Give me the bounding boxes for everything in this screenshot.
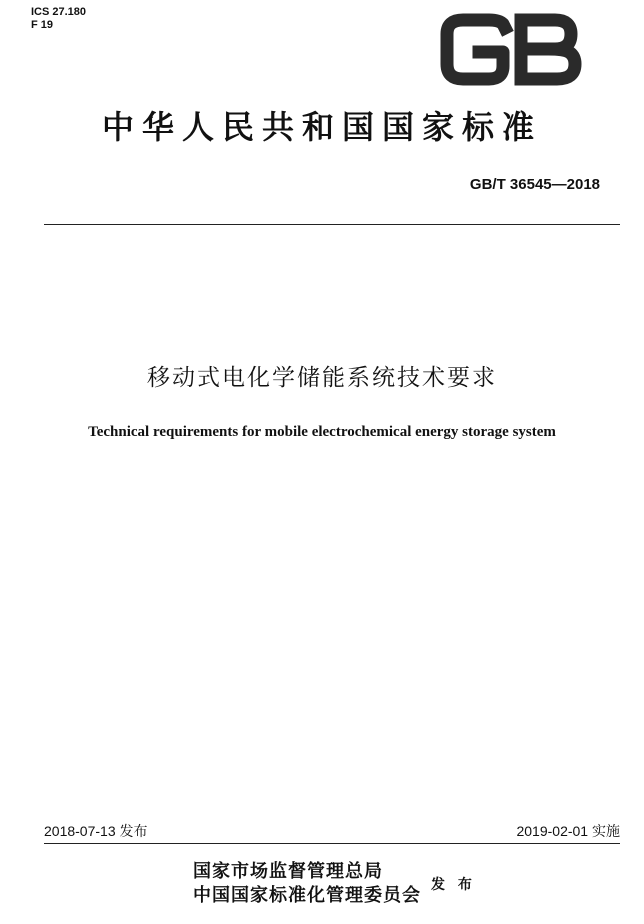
- issue-date: 2018-07-13 发布: [44, 823, 148, 839]
- ccs-code: F 19: [31, 19, 54, 31]
- standard-number: GB/T 36545—2018: [469, 176, 600, 193]
- ics-code: ICS 27.180: [31, 6, 87, 18]
- classification-codes: [31, 6, 86, 32]
- document-title-cn: 移动式电化学储能系统技术要求: [147, 365, 497, 391]
- standard-category-title: 中华人民共和国国家标准: [101, 108, 542, 146]
- gb-logo: [435, 12, 585, 87]
- issuer-2: 中国国家标准化管理委员会: [193, 885, 421, 906]
- bottom-divider: [44, 843, 620, 844]
- issue-label: 发 布: [431, 877, 476, 893]
- implementation-date: 2019-02-01 实施: [516, 823, 620, 839]
- document-title-en: Technical requirements for mobile electrochemical energy storage system: [88, 424, 556, 440]
- issuer-1: 国家市场监督管理总局: [193, 861, 383, 882]
- top-divider: [44, 224, 620, 225]
- issuing-authorities: [193, 860, 421, 908]
